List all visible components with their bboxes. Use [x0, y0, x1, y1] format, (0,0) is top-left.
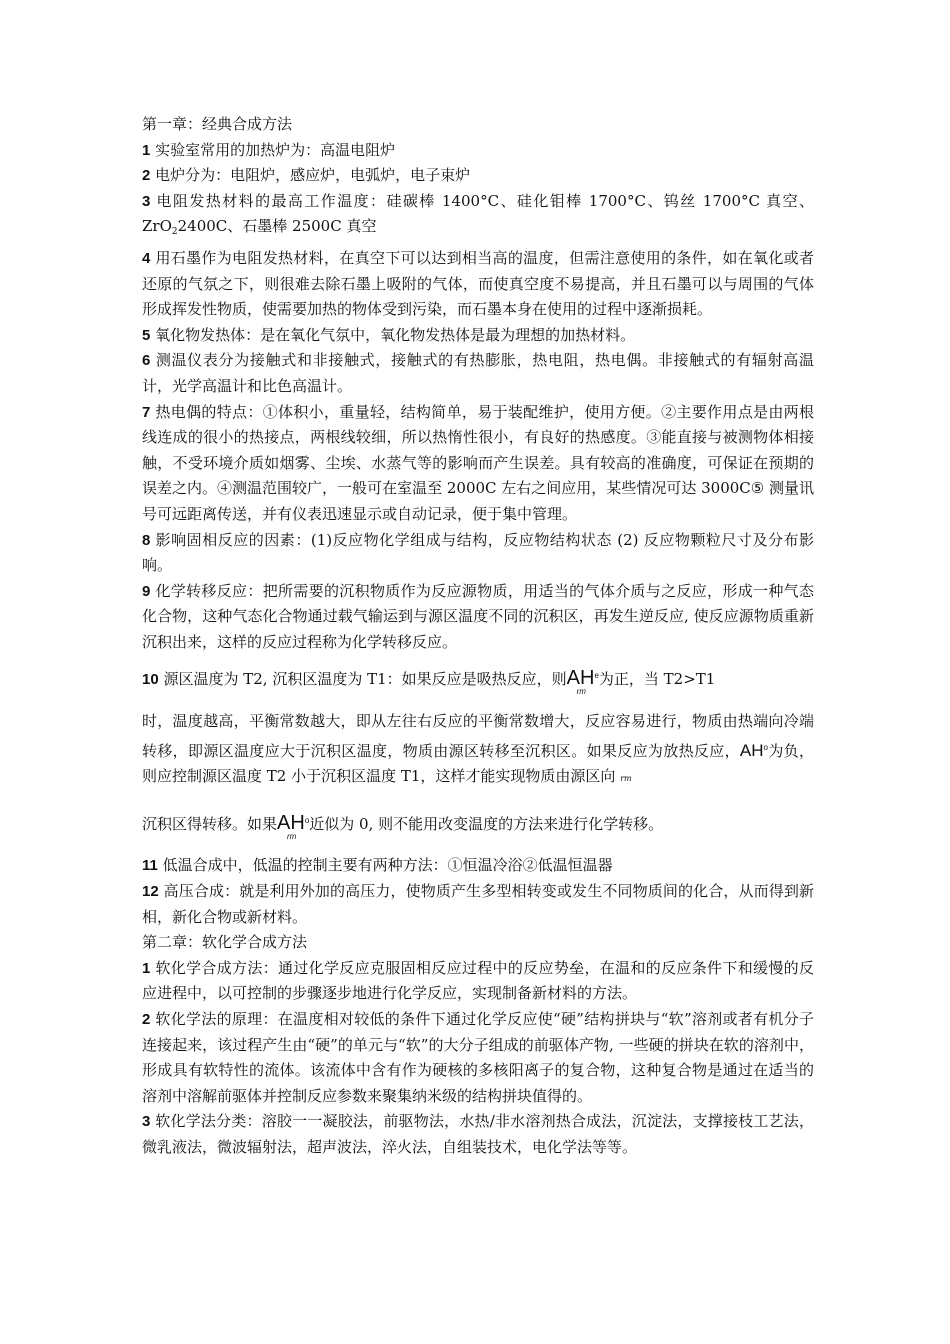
item-1-2: 2 电炉分为：电阻炉，感应炉，电弧炉，电子束炉 — [142, 166, 471, 185]
item-1-11: 11 低温合成中，低温的控制主要有两种方法：①恒温冷浴②低温恒温器 — [142, 856, 613, 875]
item-1-4: 4 用石墨作为电阻发热材料，在真空下可以达到相当高的温度，但需注意使用的条件，如在氧化或者还原的气氛之下，则很难去除石墨上吸附的气体，而使真空度不易提高，并且石墨可以与周围的气体形成挥发性物质，使需要加热的物体受到污染，而石墨本身在使用的过程中逐渐损耗。 — [142, 248, 814, 319]
item-1-3: 3 电阻发热材料的最高工作温度：硅碳棒 1400°C、硅化钼棒 1700°C、钨丝 1700°C 真空、ZrO$_2$2400C、石墨棒 2500C 真空 — [142, 191, 814, 238]
chapter-2-title: 第二章：软化学合成方法 — [142, 933, 308, 952]
item-1-12: 12 高压合成：就是利用外加的高压力，使物质产生多型相转变或发生不同物质间的化合，从而得到新相，新化合物或新材料。 — [142, 882, 814, 926]
item-1-5: 5 氧化物发热体：是在氧化气氛中，氧化物发热体是最为理想的加热材料。 — [142, 325, 636, 344]
item-1-1: 1 实验室常用的加热炉为：高温电阻炉 — [142, 140, 396, 159]
item-1-7: 7 热电偶的特点：①体积小，重量轻，结构简单，易于装配维护，使用方便。②主要作用点是由两根线连成的很小的热接点，两根线较细，所以热惰性很小，有良好的热感度。③能直接与被测物体相接触，不受环境介质如烟雾、尘埃、水蒸气等的影响而产生误差。具有较高的准确度，可保证在预期的误差之内。④测温范围较广，一般可在室温至 2000C 左右之间应用，某些情况可达 3000C⑤ 测量讯号可远距离传送，并有仪表迅速显示或自动记录，便于集中管理。 — [142, 402, 814, 523]
item-1-8: 8 影响固相反应的因素：(1)反应物化学组成与结构，反应物结构状态 (2) 反应物颗粒尺寸及分布影响。 — [142, 530, 814, 575]
item-1-10-line1: 10 源区温度为 T2, 沉积区温度为 T1：如果反应是吸热反应，则$AH^e$ rm 为正，当 T2>T1 — [142, 663, 814, 693]
item-2-3: 3 软化学法分类：溶胶一一凝胶法，前驱物法，水热/非水溶剂热合成法，沉淀法，支撑接枝工艺法，微乳液法，微波辐射法，超声波法，淬火法，自组装技术，电化学法等等。 — [142, 1112, 814, 1156]
document-body — [142, 112, 814, 1161]
enthalpy-symbol-2: $AH^o$ — [739, 740, 768, 760]
item-1-9: 9 化学转移反应：把所需要的沉积物质作为反应源物质，用适当的气体介质与之反应，形成一种气态化合物，这种气态化合物通过载气输运到与源区温度不同的沉积区，再发生逆反应, 使反应源物质重新沉积出来，这样的反应过程称为化学转移反应。 — [142, 581, 814, 651]
item-1-10-line3: 沉积区得转移。如果$AH^o$ rm 近似为 0, 则不能用改变温度的方法来进行化学转移。 — [142, 808, 814, 838]
enthalpy-symbol-3: $AH^o$ rm — [277, 811, 310, 841]
item-1-6: 6 测温仪表分为接触式和非接触式，接触式的有热膨胀，热电阻，热电偶。非接触式的有辐射高温计，光学高温计和比色高温计。 — [142, 351, 814, 395]
chapter-1-title: 第一章：经典合成方法 — [142, 115, 293, 133]
item-2-2: 2 软化学法的原理：在温度相对较低的条件下通过化学反应使“硬”结构拼块与“软”溶剂或者有机分子连接起来，该过程产生由“硬”的单元与“软”的大分子组成的前驱体产物, 一些硬的拼块在软的溶剂中，形成具有软特性的流体。该流体中含有作为硬核的多核阳离子的复合物，这种复合物是通过在适当的溶剂中溶解前驱体并控制反应参数来聚集纳米级的结构拼块值得的。 — [142, 1010, 814, 1105]
enthalpy-symbol: $AH^e$ rm — [566, 667, 599, 697]
item-1-10-para: 时，温度越高，平衡常数越大，即从左往右反应的平衡常数增大，反应容易进行，物质由热端向冷端转移，即源区温度应大于沉积区温度，物质由源区转移至沉积区。如果反应为放热反应，$AH^o$为负，则应控制源区温度 T2 小于沉积区温度 T1，这样才能实现物质由源区向 rm — [142, 712, 814, 786]
item-2-1: 1 软化学合成方法：通过化学反应克服固相反应过程中的反应势垒，在温和的反应条件下和缓慢的反应进程中，以可控制的步骤逐步地进行化学反应，实现制备新材料的方法。 — [142, 958, 814, 1003]
